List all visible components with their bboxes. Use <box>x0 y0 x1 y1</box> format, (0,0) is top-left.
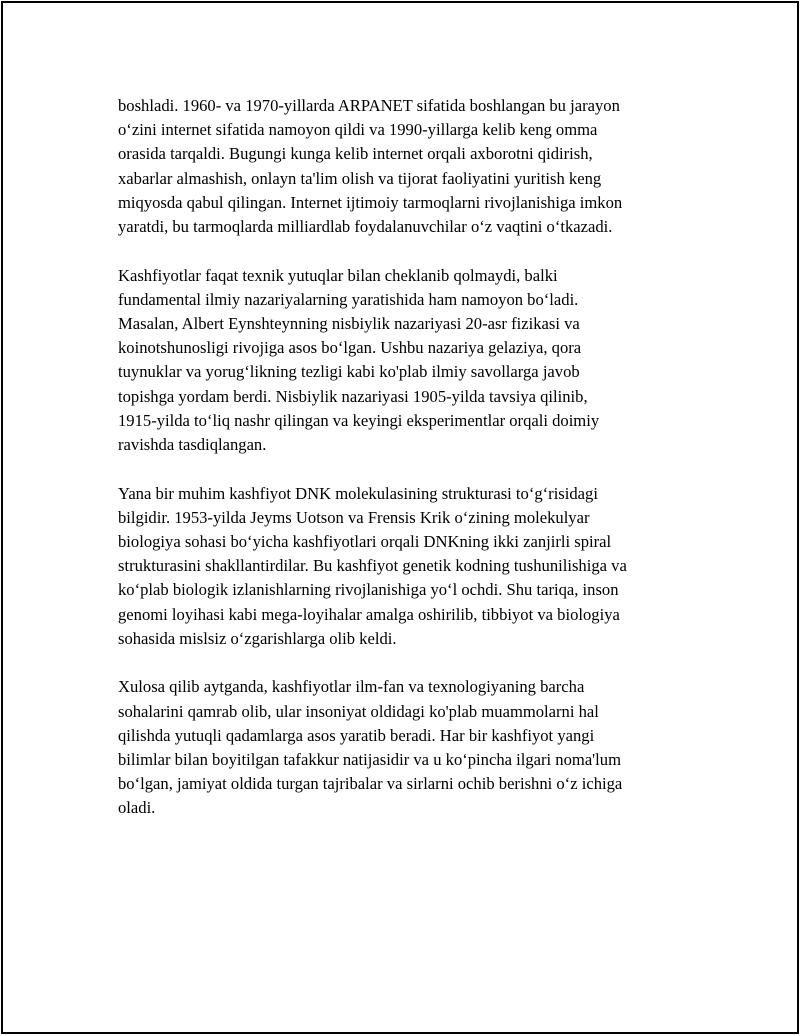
text-line: Yana bir muhim kashfiyot DNK molekulasining strukturasi to‘g‘risidagi <box>118 483 598 503</box>
text-line: Xulosa qilib aytganda, kashfiyotlar ilm-fan va texnologiyaning barcha <box>118 677 585 697</box>
text-line: miqyosda qabul qilingan. Internet ijtimoiy tarmoqlarni rivojlanishiga imkon <box>118 192 623 212</box>
text-line: ko‘plab biologik izlanishlarning rivojlanishiga yo‘l ochdi. Shu tariqa, inson <box>118 580 619 600</box>
paragraph-dna <box>118 482 688 651</box>
text-line: xabarlar almashish, onlayn ta'lim olish va tijorat faoliyatini yuritish keng <box>118 168 602 188</box>
text-line: bo‘lgan, jamiyat oldida turgan tajribalar va sirlarni ochib berishni o‘z ichiga <box>118 774 623 794</box>
paragraph-internet <box>118 94 688 239</box>
paragraph-conclusion <box>118 675 688 820</box>
text-line: fundamental ilmiy nazariyalarning yaratishida ham namoyon bo‘ladi. <box>118 289 579 309</box>
text-line: Masalan, Albert Eynshteynning nisbiylik nazariyasi 20-asr fizikasi va <box>118 314 580 334</box>
text-line: sohalarini qamrab olib, ular insoniyat oldidagi ko'plab muammolarni hal <box>118 701 599 721</box>
text-line: bilgidir. 1953-yilda Jeyms Uotson va Frensis Krik o‘zining molekulyar <box>118 507 590 527</box>
text-line: topishga yordam berdi. Nisbiylik nazariyasi 1905-yilda tavsiya qilinib, <box>118 386 588 406</box>
text-line: genomi loyihasi kabi mega-loyihalar amalga oshirilib, tibbiyot va biologiya <box>118 604 620 624</box>
text-line: Kashfiyotlar faqat texnik yutuqlar bilan cheklanib qolmaydi, balki <box>118 265 558 285</box>
text-line: tuynuklar va yorug‘likning tezligi kabi ko'plab ilmiy savollarga javob <box>118 362 580 382</box>
text-line: biologiya sohasi bo‘yicha kashfiyotlari orqali DNKning ikki zanjirli spiral <box>118 532 612 552</box>
text-line: boshladi. 1960- va 1970-yillarda ARPANET sifatida boshlangan bu jarayon <box>118 96 620 115</box>
text-line: sohasida mislsiz o‘zgarishlarga olib keldi. <box>118 628 397 648</box>
paragraph-relativity <box>118 264 688 458</box>
text-line: koinotshunosligi rivojiga asos bo‘lgan. Ushbu nazariya gelaziya, qora <box>118 338 582 358</box>
text-line: ravishda tasdiqlangan. <box>118 435 267 455</box>
text-line: qilishda yutuqli qadamlarga asos yaratib beradi. Har bir kashfiyot yangi <box>118 725 595 745</box>
document-body <box>118 94 688 821</box>
text-line: 1915-yilda to‘liq nashr qilingan va keyingi eksperimentlar orqali doimiy <box>118 410 600 430</box>
text-line: orasida tarqaldi. Bugungi kunga kelib internet orqali axborotni qidirish, <box>118 144 593 164</box>
text-line: bilimlar bilan boyitilgan tafakkur natijasidir va u ko‘pincha ilgari noma'lum <box>118 750 621 770</box>
text-line: o‘zini internet sifatida namoyon qildi va 1990-yillarga kelib keng omma <box>118 120 598 140</box>
text-line: strukturasini shakllantirdilar. Bu kashfiyot genetik kodning tushunilishiga va <box>118 556 627 576</box>
text-line: yaratdi, bu tarmoqlarda milliardlab foydalanuvchilar o‘z vaqtini o‘tkazadi. <box>118 217 613 237</box>
text-line: oladi. <box>118 798 156 818</box>
